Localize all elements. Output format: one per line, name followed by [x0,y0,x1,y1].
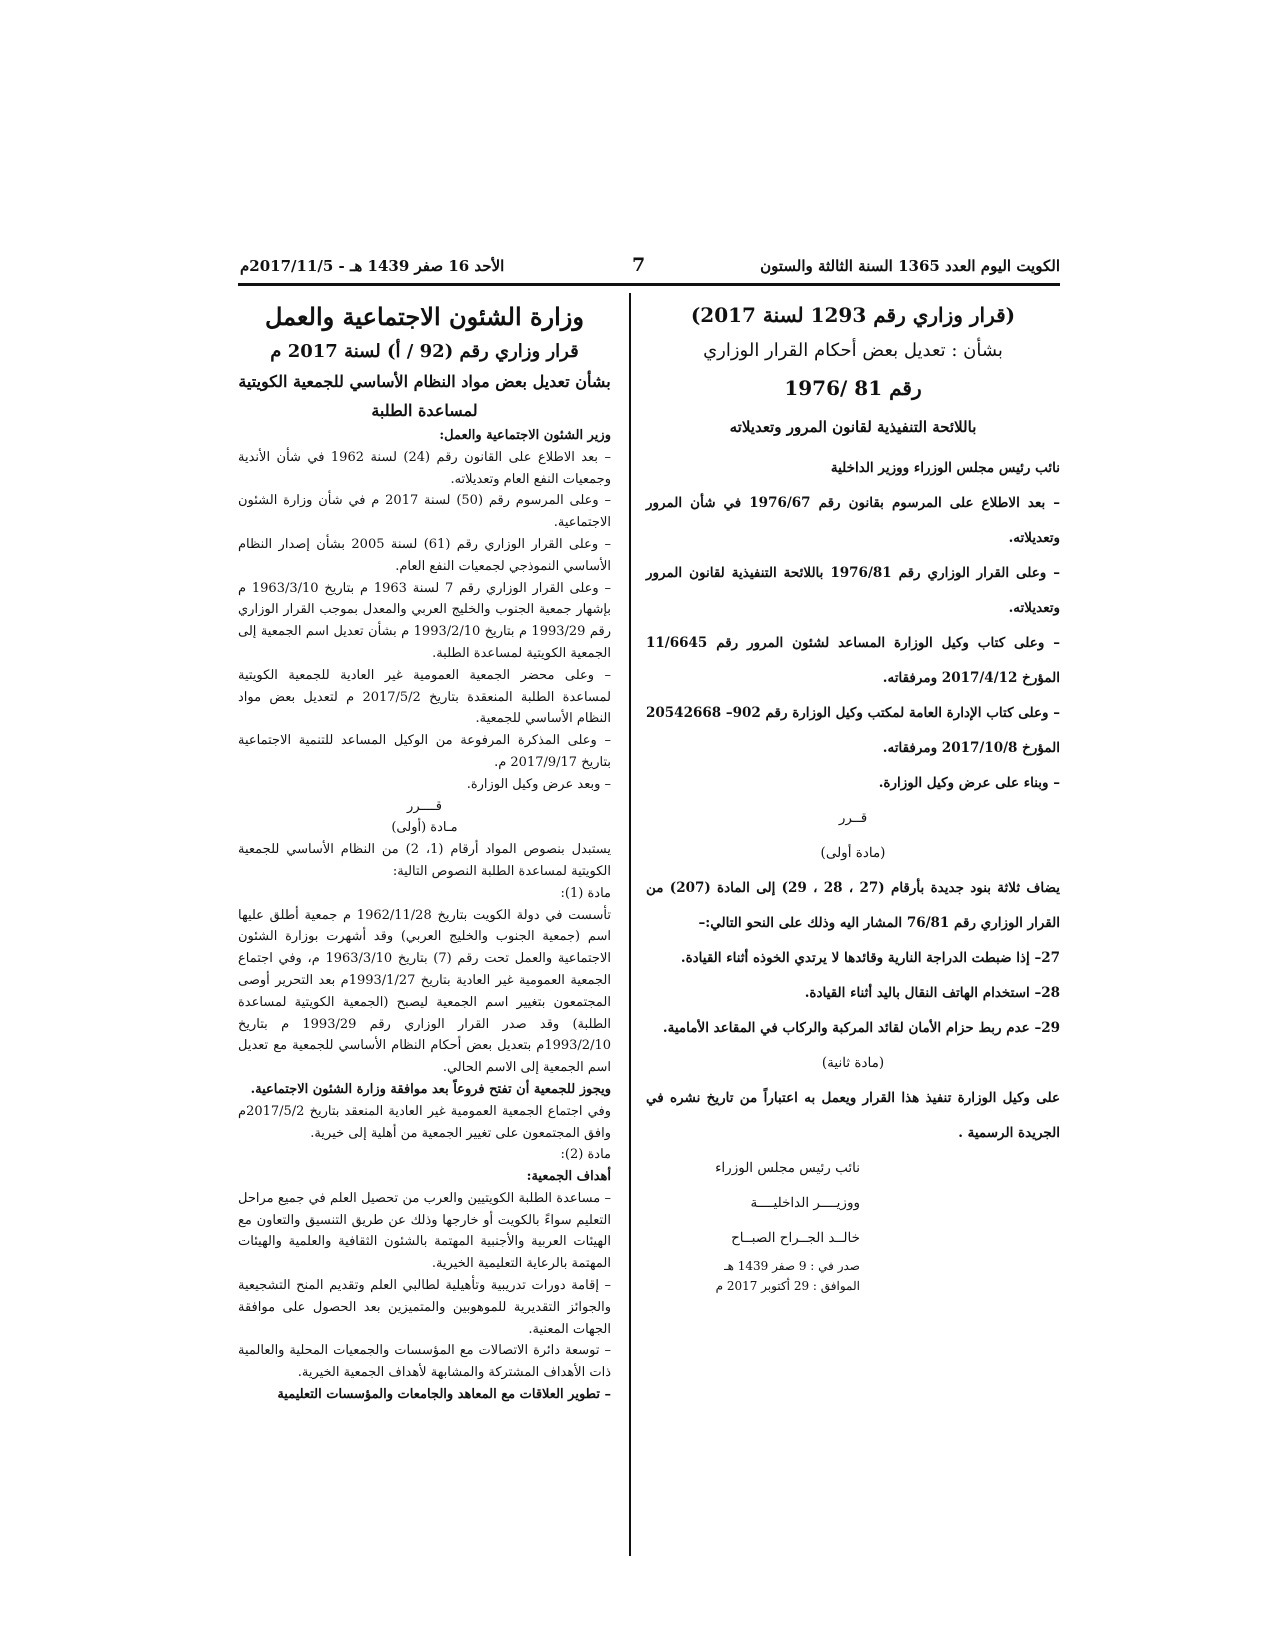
page-number: 7 [632,254,646,276]
preamble-item: – وبناء على عرض وكيل الوزارة. [878,775,1060,791]
decision-title: (قرار وزاري رقم 1293 لسنة 2017) [690,303,1016,327]
article-item: 28– استخدام الهاتف النقال باليد أثناء القيادة. [804,985,1060,1001]
preamble-item: – وعلى القرار الوزاري رقم 7 لسنة 1963 م بتاريخ 1963/3/10 م بإشهار جمعية الجنوب والخليج العربي والمعدل بموجب القرار الوزاري رقم 1993/29 م بتاريخ 1993/2/10 م بشأن تعديل اسم الجمعية إلى الجمعية الكويتية لمساعدة الطلبة. [238,580,611,661]
article-item: 27– إذا ضبطت الدراجة النارية وقائدها لا يرتدي الخوذه أثناء القيادة. [680,950,1060,966]
decision-subject: بشأن : تعديل بعض أحكام القرار الوزاري [703,340,1003,361]
decision-reference: رقم 81 /1976 [784,376,922,400]
preamble-item: – وعلى القرار الوزاري رقم 1976/81 باللائحة التنفيذية لقانون المرور وتعديلاته. [646,565,1060,616]
article-text: يستبدل بنصوص المواد أرقام (1، 2) من النظام الأساسي للجمعية الكويتية لمساعدة الطلبة النصوص التالية: [238,842,611,879]
goal-item: – مساعدة الطلبة الكويتيين والعرب من تحصيل العلم في جميع مراحل التعليم سواءً بالكويت أو خارجها وذلك عن طريق التنسيق والتعاون مع الهيئات العربية والأجنبية المهتمة بالشئون الثقافية والعلمية والهيئات المهتمة بالرعاية التعليمية الخيرية. [238,1190,611,1272]
decision-regulation: باللائحة التنفيذية لقانون المرور وتعديلاته [729,418,977,436]
preamble-item: – وعلى كتاب وكيل الوزارة المساعد لشئون المرور رقم 11/6645 المؤرخ 2017/4/12 ومرفقاته. [646,635,1060,686]
clause-text: تأسست في دولة الكويت بتاريخ 1962/11/28 م جمعية أطلق عليها اسم (جمعية الجنوب والخليج العربي) وقد أشهرت بوزارة الشئون الاجتماعية والعمل تحت رقم (7) بتاريخ 1963/3/10 م، وفي اجتماع الجمعية العمومية غير العادية بتاريخ 1993/1/27م بعد التحرير أوصى المجتمعون بتغيير اسم الجمعية ليصبح (الجمعية الكويتية لمساعدة الطلبة) وقد صدر القرار الوزاري رقم 1993/29 م بتاريخ 1993/2/10م بتعديل بعض أحكام النظام الأساسي للجمعية مع تعديل اسم الجمعية إلى الاسم الحالي. [238,907,612,1076]
social-affairs-decision-column [238,297,611,1406]
issue-date: الأحد 16 صفر 1439 هـ - 2017/11/5م [240,257,505,275]
page-header [238,253,1060,283]
traffic-decision-column [646,297,1060,1296]
signature-title: ووزيــــر الداخليــــة [750,1195,860,1211]
preamble-item: – وعلى محضر الجمعية العمومية غير العادية للجمعية الكويتية لمساعدة الطلبة المنعقدة بتاريخ 2017/5/2 م لتعديل بعض مواد النظام الأساسي للجمعية. [238,667,612,727]
signature-name: خالــد الجــراح الصبــاح [731,1230,860,1246]
issue-date-gregorian: الموافق : 29 أكتوبر 2017 م [715,1279,860,1293]
article-item: 29– عدم ربط حزام الأمان لقائد المركبة والركاب في المقاعد الأمامية. [662,1020,1060,1036]
article-heading: (مادة أولى) [820,845,886,861]
goal-item: – توسعة دائرة الاتصالات مع المؤسسات والجمعيات المحلية والعالمية ذات الأهداف المشتركة والمشابهة لأهداف الجمعية الخيرية. [238,1343,611,1381]
signature-title: نائب رئيس مجلس الوزراء [715,1160,860,1176]
article-heading: (مادة ثانية) [821,1055,885,1071]
preamble-item: – وبعد عرض وكيل الوزارة. [466,776,611,792]
article-text: يضاف ثلاثة بنود جديدة بأرقام (27 ، 28 ، 29) إلى المادة (207) من القرار الوزاري رقم 76/81 المشار اليه وذلك على النحو التالي:– [646,880,1060,931]
article-heading: مـادة (أولى) [391,820,458,836]
newspaper-issue: الكويت اليوم العدد 1365 السنة الثالثة والستون [760,257,1060,275]
decision-subject: بشأن تعديل بعض مواد النظام الأساسي للجمعية الكويتية لمساعدة الطلبة [238,372,611,420]
article-text: على وكيل الوزارة تنفيذ هذا القرار ويعمل به اعتباراً من تاريخ نشره في الجريدة الرسمية . [646,1090,1060,1141]
preamble-item: – وعلى كتاب الإدارة العامة لمكتب وكيل الوزارة رقم 902– 20542668 المؤرخ 2017/10/8 ومرفقاته. [646,705,1060,756]
goals-heading: أهداف الجمعية: [526,1169,611,1185]
preamble-item: – وعلى القرار الوزاري رقم (61) لسنة 2005 بشأن إصدار النظام الأساسي النموذجي لجمعيات النفع العام. [238,536,611,574]
decision-title: قرار وزاري رقم (92 / أ) لسنة 2017 م [270,341,579,362]
clause-text: وفي اجتماع الجمعية العمومية غير العادية المنعقد بتاريخ 2017/5/2م وافق المجتمعون على تغيير الجمعية من أهلية إلى خيرية. [238,1103,611,1141]
issuer-line: وزير الشئون الاجتماعية والعمل: [439,428,611,443]
clause-text: ويجوز للجمعية أن تفتح فروعاً بعد موافقة وزارة الشئون الاجتماعية. [250,1081,611,1097]
preamble-item: – بعد الاطلاع على المرسوم بقانون رقم 1976/67 في شأن المرور وتعديلاته. [646,495,1060,546]
decision-word: قــــرر [407,798,442,814]
header-rule [238,283,1060,286]
column-divider [629,293,631,1556]
issue-date-hijri: صدر في : 9 صفر 1439 هـ [724,1259,860,1273]
ministry-title: وزارة الشئون الاجتماعية والعمل [265,302,584,331]
decision-word: قــرر [838,810,868,826]
goal-item: – تطوير العلاقات مع المعاهد والجامعات والمؤسسات التعليمية [277,1387,611,1403]
clause-heading: مادة (2): [560,1147,611,1163]
preamble-item: – بعد الاطلاع على القانون رقم (24) لسنة 1962 في شأن الأندية وجمعيات النفع العام وتعديلاته. [238,449,611,487]
clause-heading: مادة (1): [560,885,611,901]
preamble-item: – وعلى المذكرة المرفوعة من الوكيل المساعد للتنمية الاجتماعية بتاريخ 2017/9/17 م. [238,733,611,770]
issuer-line: نائب رئيس مجلس الوزراء ووزير الداخلية [830,460,1060,476]
preamble-item: – وعلى المرسوم رقم (50) لسنة 2017 م في شأن وزارة الشئون الاجتماعية. [238,493,611,531]
goal-item: – إقامة دورات تدريبية وتأهيلية لطالبي العلم وتقديم المنح التشجيعية والجوائز التقديرية للموهوبين والمتميزين بعد الحصول على موافقة الجهات المعنية. [238,1278,611,1337]
